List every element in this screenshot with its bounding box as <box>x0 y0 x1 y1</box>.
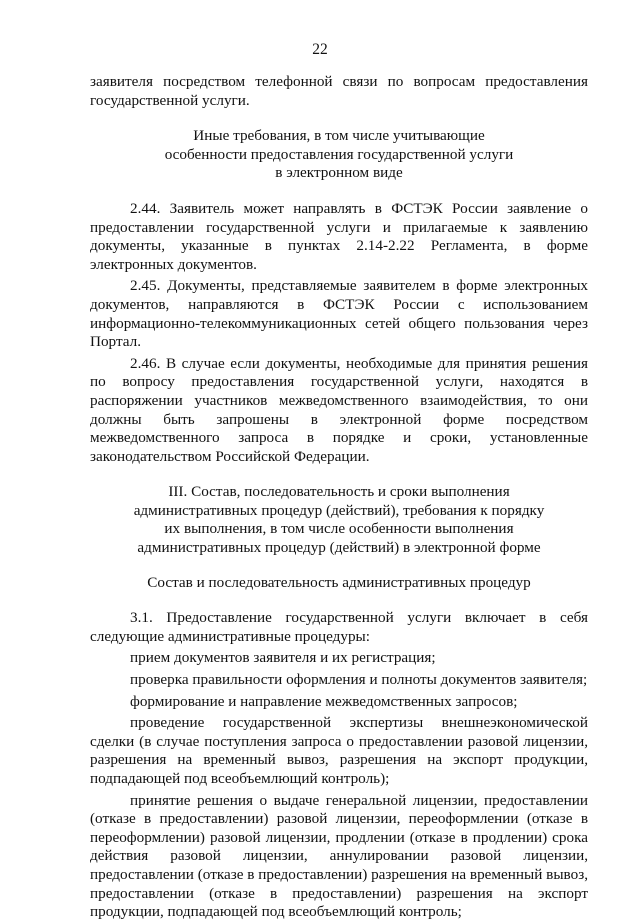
heading-line: III. Состав, последовательность и сроки выполнения <box>168 483 510 501</box>
procedure-item: формирование и направление межведомственных запросов; <box>130 692 518 710</box>
heading-line: их выполнения, в том числе особенности выполнения <box>164 520 514 538</box>
heading-composition: Состав и последовательность административных процедур <box>147 573 531 591</box>
heading-section-3 <box>90 483 588 557</box>
page-number: 22 <box>312 41 328 58</box>
heading-electronic-requirements <box>90 127 588 183</box>
heading-line: административных процедур (действий), требования к порядку <box>133 501 545 519</box>
heading-line: административных процедур (действий) в электронной форме <box>137 539 541 557</box>
intro-paragraph: заявителя посредством телефонной связи по вопросам предоставления государственной услуги. <box>90 73 588 109</box>
page-content <box>90 73 588 922</box>
paragraph-3-1: 3.1. Предоставление государственной услуги включает в себя следующие административные процедуры: <box>90 609 588 645</box>
paragraph-2-46: 2.46. В случае если документы, необходимые для принятия решения по вопросу предоставления государственной услуги, находятся в распоряжении участников межведомственного взаимодействия, то они должны быть запрошены в электронной форме посредством межведомственного запроса в порядке и сроки, установленные законодательством Российской Федерации. <box>90 354 588 465</box>
procedure-item: принятие решения о выдаче генеральной лицензии, предоставлении (отказе в предоставлении) разовой лицензии, переоформлении (отказе в переоформлении) разовой лицензии, продлении (отказе в продлении) срока действия разовой лицензии, аннулировании разовой лицензии, предоставлении (отказе в предоставлении) разрешения на временный вывоз, предоставлении (отказе в предоставлении) разрешения на экспорт продукции, подпадающей под всеобъемлющий контроль; <box>90 791 588 921</box>
procedure-item: прием документов заявителя и их регистрация; <box>130 649 436 667</box>
heading-line: Иные требования, в том числе учитывающие <box>193 127 485 145</box>
heading-line: в электронном виде <box>275 164 403 182</box>
paragraph-2-45: 2.45. Документы, представляемые заявителем в форме электронных документов, направляются в ФСТЭК России с использованием информационно-телекоммуникационных сетей общего пользования через Портал. <box>90 277 588 351</box>
procedure-item: проверка правильности оформления и полноты документов заявителя; <box>130 671 588 689</box>
paragraph-2-44: 2.44. Заявитель может направлять в ФСТЭК России заявление о предоставлении государственной услуги и прилагаемые к заявлению документы, указанные в пунктах 2.14-2.22 Регламента, в форме электронных документов. <box>90 199 588 273</box>
procedure-item: проведение государственной экспертизы внешнеэкономической сделки (в случае поступления запроса о предоставлении разовой лицензии, разрешения на временный вывоз, разрешения на экспорт продукции, подпадающей под всеобъемлющий контроль); <box>90 714 588 787</box>
heading-line: особенности предоставления государственной услуги <box>164 145 514 163</box>
